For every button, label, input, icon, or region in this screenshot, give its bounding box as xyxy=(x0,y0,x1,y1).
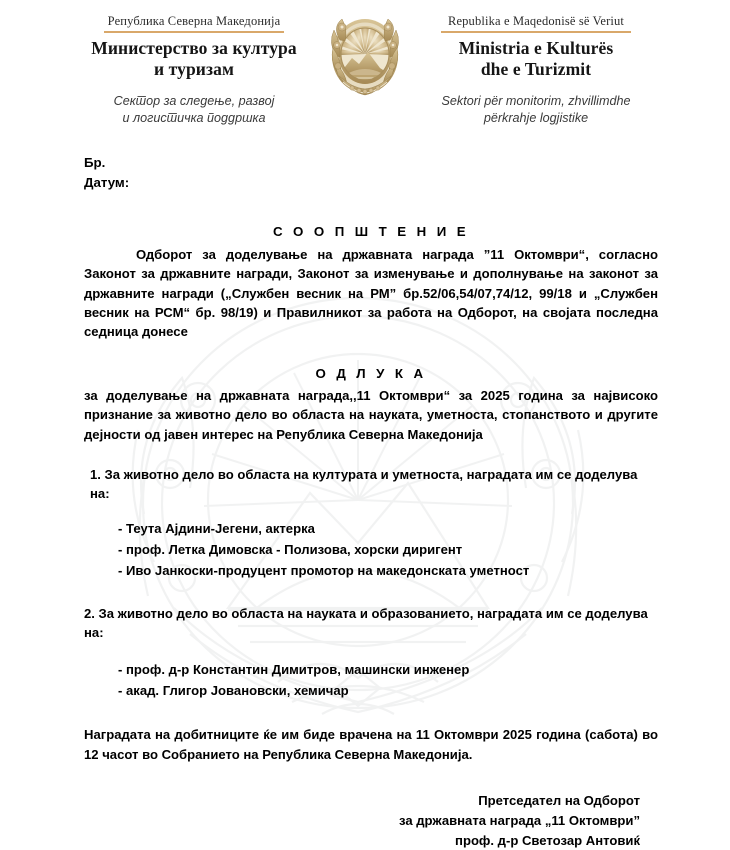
ministry-name-mk-line1: Министерство за култура xyxy=(91,37,297,58)
list-item: - проф. д-р Константин Димитров, машински инженер xyxy=(118,662,470,678)
letterhead-albanian xyxy=(408,14,664,127)
signature-block xyxy=(84,791,658,850)
list-item: - Теута Ајдини-Јегени, актерка xyxy=(118,520,315,536)
announcement-paragraph: Одборот за доделување на државната награда ”11 Октомври“, согласно Законот за државните награди, Законот за изменување и дополнување на законот за државните награди („Службен весник на РМ” бр.52/06,54/07,74/12, 99/18 и „Службен весник на РСМ“ бр. 98/19) и Правилникот за работа на Одборот, на својата последна седница донесе xyxy=(84,246,658,340)
letterhead xyxy=(0,0,730,127)
announcement-heading: С О О П Ш Т Е Н И Е xyxy=(272,223,470,239)
sector-name-mk-line1: Сектор за следење, развој xyxy=(113,94,275,109)
sector-name-mk xyxy=(66,93,322,127)
document-date-label: Датум: xyxy=(84,174,130,190)
list-item: - проф. Летка Димовска - Полизова, хорски диригент xyxy=(118,541,463,557)
letterhead-rule-right xyxy=(441,31,631,33)
signature-line-2: за државната награда „11 Октомври” xyxy=(398,812,640,828)
country-name-sq: Republika e Maqedonisë së Veriut xyxy=(447,14,625,28)
signature-line-3: проф. д-р Светозар Антовиќ xyxy=(455,832,640,848)
sector-name-mk-line2: и логистичка поддршка xyxy=(122,111,266,126)
list-item: - акад. Глигор Јовановски, хемичар xyxy=(118,683,349,699)
decision-heading: О Д Л У К А xyxy=(315,365,427,381)
section-1-heading: 1. За животно дело во областа на културата и уметноста, наградата им се доделува на: xyxy=(90,467,638,501)
document-body xyxy=(0,153,730,850)
coat-of-arms-icon xyxy=(328,14,402,98)
ministry-name-mk-line2: и туризам xyxy=(154,58,234,79)
ministry-name-sq-line2: dhe e Turizmit xyxy=(480,58,592,79)
document-meta xyxy=(84,153,658,192)
section-2-heading: 2. За животно дело во областа на науката и образованието, наградата им се доделува на: xyxy=(84,606,648,641)
awardee-list-science xyxy=(84,659,658,701)
signature-line-1: Претседател на Одборот xyxy=(478,792,640,808)
document-number-label: Бр. xyxy=(84,155,106,171)
sector-name-sq xyxy=(408,93,664,127)
list-item: - Иво Јанкоски-продуцент промотор на македонската уметност xyxy=(118,563,530,579)
country-name-mk: Република Северна Македонија xyxy=(107,14,281,28)
closing-paragraph: Наградата на добитниците ќе им биде врачена на 11 Октомври 2025 година (сабота) во 12 часот во Собранието на Република Северна Македонија. xyxy=(84,727,658,763)
letterhead-macedonian xyxy=(66,14,322,127)
ministry-name-sq-line1: Ministria e Kulturës xyxy=(458,37,614,58)
ministry-name-mk xyxy=(66,38,322,79)
decision-paragraph: за доделување на државната награда,,11 Октомври“ за 2025 година за највисоко признание за животно дело во областа на науката, уметноста, стопанството и другите дејности од јавен интерес на Република Северна Македонија xyxy=(84,387,658,442)
sector-name-sq-line1: Sektori për monitorim, zhvillimdhe xyxy=(441,94,631,109)
ministry-name-sq xyxy=(408,38,664,79)
letterhead-rule-left xyxy=(104,31,284,33)
emblem-container xyxy=(322,14,408,98)
awardee-list-culture xyxy=(84,518,658,582)
sector-name-sq-line2: përkrahje logjistike xyxy=(483,111,589,126)
